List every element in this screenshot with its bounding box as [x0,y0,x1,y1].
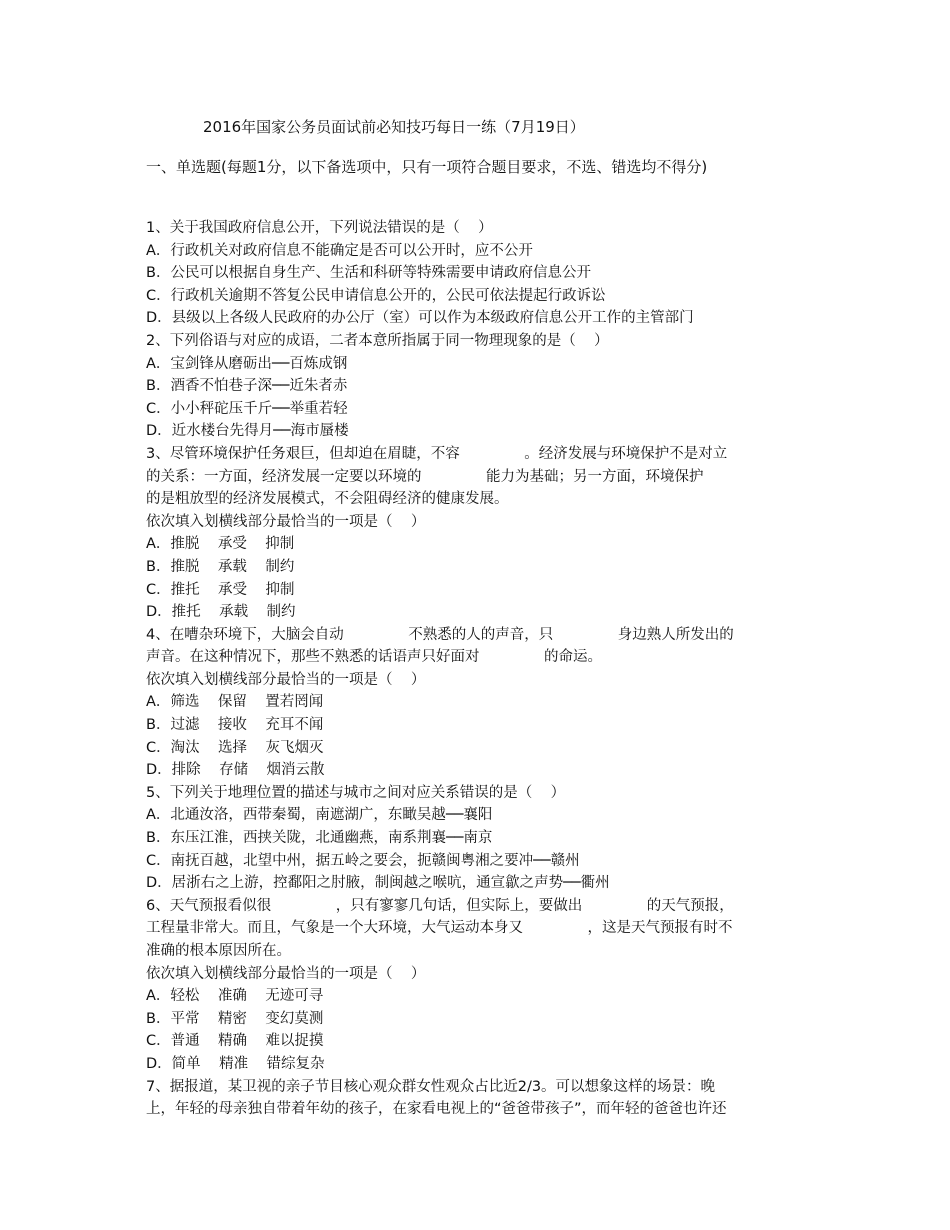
text-line: B．过滤 接收 充耳不闻 [146,717,324,734]
text-line: A．筛选 保留 置若罔闻 [146,694,324,711]
text-line: C．淘汰 选择 灰飞烟灭 [146,739,324,756]
text-line: D．居浙右之上游，控鄱阳之肘腋，制闽越之喉吭，通宣歙之声势──衢州 [146,875,610,892]
text-line: 工程量非常大。而且，气象是一个大环境，大气运动本身又 ，这是天气预报有时不 [146,920,733,937]
text-line: A．轻松 准确 无迹可寻 [146,988,324,1005]
text-line: D．简单 精准 错综复杂 [146,1055,325,1072]
text-line: B．平常 精密 变幻莫测 [146,1010,324,1027]
text-line: C．普通 精确 难以捉摸 [146,1033,324,1050]
text-line: C．推托 承受 抑制 [146,581,295,598]
text-line: 的是粗放型的经济发展模式，不会阻碍经济的健康发展。 [146,491,509,508]
text-line: C．小小秤砣压千斤──举重若轻 [146,400,348,417]
text-line: 7、据报道，某卫视的亲子节目核心观众群女性观众占比近2/3。可以想象这样的场景：晚 [146,1078,716,1095]
text-line: 5、下列关于地理位置的描述与城市之间对应关系错误的是（ ） [146,784,566,801]
text-line: 2、下列俗语与对应的成语，二者本意所指属于同一物理现象的是（ ） [146,332,609,349]
text-line: 6、天气预报看似很 ，只有寥寥几句话，但实际上，要做出 的天气预报， [146,897,734,914]
text-line: B．推脱 承载 制约 [146,558,295,575]
text-line: A．推脱 承受 抑制 [146,536,295,553]
question-body [146,217,806,1121]
text-line: A．宝剑锋从磨砺出──百炼成钢 [146,355,348,372]
text-line: B．酒香不怕巷子深──近朱者赤 [146,378,348,395]
document-title: 2016年国家公务员面试前必知技巧每日一练（7月19日） [203,118,585,136]
text-line: D．县级以上各级人民政府的办公厅（室）可以作为本级政府信息公开工作的主管部门 [146,310,694,327]
text-line: 1、关于我国政府信息公开，下列说法错误的是（ ） [146,220,493,236]
text-line: 3、尽管环境保护任务艰巨，但却迫在眉睫，不容 。经济发展与环境保护不是对立 [146,445,728,462]
text-line: D．推托 承载 制约 [146,604,296,621]
text-line: 依次填入划横线部分最恰当的一项是（ ） [146,671,426,688]
text-line: C．南抚百越，北望中州，据五岭之要会，扼赣闽粤湘之要冲──赣州 [146,852,580,869]
text-line: A．北通汝洛，西带秦蜀，南遮湖广，东瞰吴越──襄阳 [146,807,493,824]
text-line: 依次填入划横线部分最恰当的一项是（ ） [146,513,426,530]
text-line: 准确的根本原因所在。 [146,943,291,959]
text-line: 依次填入划横线部分最恰当的一项是（ ） [146,965,426,982]
text-line: 4、在嘈杂环境下，大脑会自动 不熟悉的人的声音，只 身边熟人所发出的 [146,626,734,643]
text-line: C．行政机关逾期不答复公民申请信息公开的，公民可依法提起行政诉讼 [146,287,606,304]
text-line: B．东压江淮，西挟关陇，北通幽燕，南系荆襄──南京 [146,830,493,847]
text-line: 的关系：一方面，经济发展一定要以环境的 能力为基础；另一方面，环境保护 [146,468,704,485]
text-line: D．排除 存储 烟消云散 [146,762,325,779]
section-heading: 一、单选题(每题1分，以下备选项中，只有一项符合题目要求，不选、错选均不得分) [146,158,708,176]
text-line: 声音。在这种情况下，那些不熟悉的话语声只好面对 的命运。 [146,649,603,666]
text-line: A．行政机关对政府信息不能确定是否可以公开时，应不公开 [146,242,533,259]
text-line: B．公民可以根据自身生产、生活和科研等特殊需要申请政府信息公开 [146,265,591,282]
text-line: 上，年轻的母亲独自带着年幼的孩子，在家看电视上的“爸爸带孩子”，而年轻的爸爸也许还 [146,1101,727,1118]
text-line: D．近水楼台先得月──海市蜃楼 [146,423,349,440]
